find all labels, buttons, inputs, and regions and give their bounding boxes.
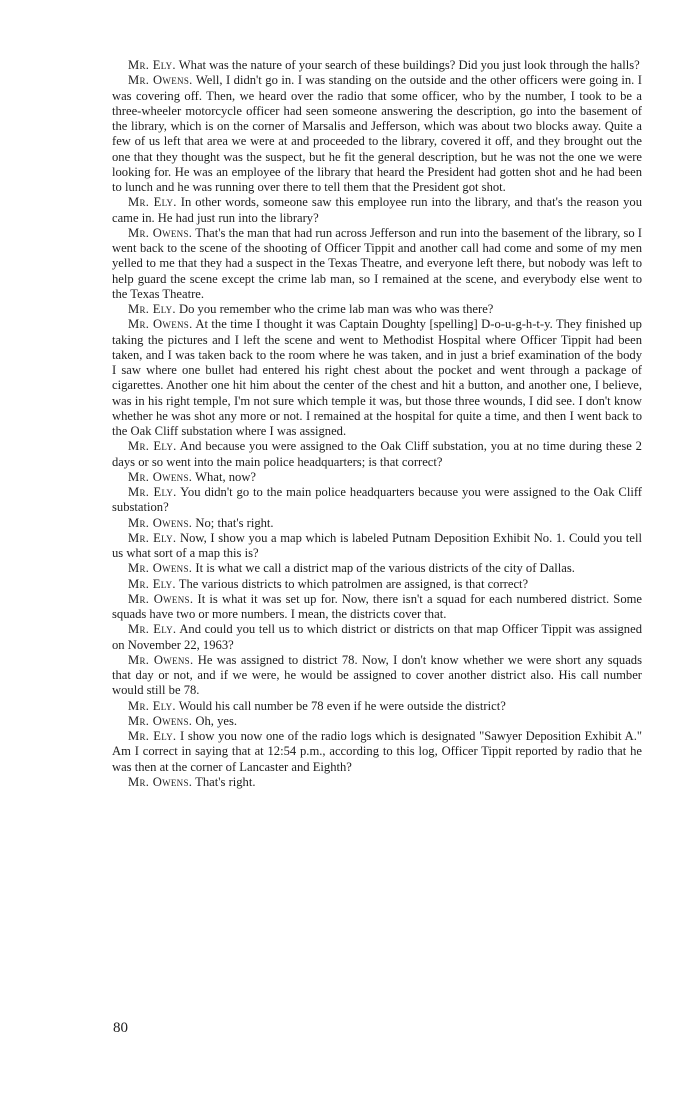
testimony-text: It is what we call a district map of the various districts of the city of Dallas.: [195, 561, 575, 576]
testimony-paragraph: [112, 699, 642, 714]
speaker-name: Mr. Owens.: [128, 515, 193, 530]
speaker-name: Mr. Owens.: [128, 469, 193, 484]
testimony-text: The various districts to which patrolmen are assigned, is that correct?: [178, 576, 529, 591]
testimony-text: Oh, yes.: [195, 713, 238, 728]
testimony-paragraph: [112, 729, 642, 775]
speaker-name: Mr. Owens.: [128, 774, 193, 789]
speaker-name: Mr. Ely.: [128, 530, 177, 545]
testimony-paragraph: [112, 622, 642, 653]
testimony-paragraph: [112, 195, 642, 226]
testimony-text: You didn't go to the main police headquarters because you were assigned to the Oak Cliff substation?: [112, 485, 642, 515]
testimony-paragraph: [112, 485, 642, 516]
testimony-paragraph: [112, 531, 642, 562]
speaker-name: Mr. Owens.: [128, 713, 193, 728]
testimony-text: Do you remember who the crime lab man was who was there?: [179, 302, 494, 316]
testimony-text: It is what it was set up for. Now, there isn't a squad for each numbered district. Some squads have two or more numbers. I mean, the districts cover that.: [112, 591, 642, 621]
speaker-name: Mr. Owens.: [128, 591, 194, 606]
speaker-name: Mr. Owens.: [128, 73, 193, 88]
transcript-page: [112, 58, 642, 790]
testimony-paragraph: [112, 58, 642, 73]
testimony-text: And because you were assigned to the Oak Cliff substation, you at no time during these 2 days or so went into the main police headquarters; is that correct?: [112, 439, 642, 469]
testimony-text: Now, I show you a map which is labeled Putnam Deposition Exhibit No. 1. Could you tell us what sort of a map this is?: [112, 530, 642, 560]
testimony-text: At the time I thought it was Captain Doughty [spelling] D-o-u-g-h-t-y. They finished up taking the pictures and I left the scene and went to Methodist Hospital where Officer Tippit had been taken, and I was taken back to the room where he was taken, and in just a brief examination of the body I saw where one bullet had entered his right chest about the pocket and went through a package of cigarettes. Another one hit him about the center of the chest and hit a button, and another one, I believe, was in his right temple, I'm not sure which temple it was, but those three wounds, I did see. I don't know whether he was shot any more or not. I remained at the hospital for quite a time, and then I went back to the Oak Cliff substation where I was assigned.: [112, 317, 642, 438]
testimony-paragraph: [112, 592, 642, 623]
speaker-name: Mr. Owens.: [128, 225, 193, 240]
speaker-name: Mr. Ely.: [128, 302, 176, 316]
testimony-paragraph: [112, 653, 642, 699]
testimony-paragraph: [112, 775, 642, 790]
testimony-text: That's the man that had run across Jefferson and run into the basement of the library, so I went back to the scene of the shooting of Officer Tippit and another call had come and some of my men yelled to me that they had a suspect in the Texas Theatre, and everyone left there, but nobody was left to help guard the scene except the crime lab man, so I remained at the scene, and everybody else went to the Texas Theatre.: [112, 225, 642, 301]
testimony-text: And could you tell us to which district or districts on that map Officer Tippit was assigned on November 22, 1963?: [112, 622, 642, 652]
testimony-paragraph: [112, 561, 642, 576]
speaker-name: Mr. Ely.: [128, 195, 177, 210]
testimony-text: I show you now one of the radio logs which is designated "Sawyer Deposition Exhibit A." Am I correct in saying that at 12:54 p.m., according to this log, Officer Tippit reported by radio that he was then at the corner of Lancaster and Eighth?: [112, 729, 642, 774]
testimony-text: Well, I didn't go in. I was standing on the outside and the other officers were going in. I was covering off. Then, we heard over the radio that some officer, who by the number, I took to be a three-wheeler motorcycle officer had seen someone answering the description, go into the basement of the library, which is on the corner of Marsalis and Jefferson, which was about two blocks away. Quite a few of us left that area we were at and proceeded to the library, covered it off, and they brought out the one that they thought was the suspect, but he fit the general description, but he was not the one we were looking for. He was an employee of the library that heard the President had gotten shot and he had been to lunch and he was running over there to tell them that the President got shot.: [112, 73, 642, 194]
testimony-paragraph: [112, 302, 642, 317]
speaker-name: Mr. Ely.: [128, 622, 177, 637]
speaker-name: Mr. Owens.: [128, 652, 194, 667]
testimony-text: That's right.: [195, 774, 256, 789]
testimony-text: Would his call number be 78 even if he were outside the district?: [178, 698, 506, 713]
testimony-paragraph: [112, 516, 642, 531]
testimony-paragraph: [112, 439, 642, 470]
speaker-name: Mr. Owens.: [128, 561, 193, 576]
testimony-paragraph: [112, 714, 642, 729]
testimony-text: No; that's right.: [195, 515, 274, 530]
testimony-text: In other words, someone saw this employee run into the library, and that's the reason you came in. He had just run into the library?: [112, 195, 642, 225]
testimony-paragraph: [112, 226, 642, 302]
testimony-text: What, now?: [195, 469, 257, 484]
speaker-name: Mr. Ely.: [128, 58, 176, 72]
testimony-paragraph: [112, 317, 642, 439]
testimony-paragraph: [112, 470, 642, 485]
testimony-text: What was the nature of your search of these buildings? Did you just look through the halls?: [178, 58, 640, 72]
speaker-name: Mr. Ely.: [128, 729, 177, 743]
testimony-paragraph: [112, 73, 642, 195]
page-number: 80: [113, 1020, 128, 1036]
speaker-name: Mr. Ely.: [128, 439, 177, 454]
testimony-paragraph: [112, 577, 642, 592]
speaker-name: Mr. Ely.: [128, 576, 176, 591]
speaker-name: Mr. Owens.: [128, 317, 193, 332]
speaker-name: Mr. Ely.: [128, 485, 177, 499]
speaker-name: Mr. Ely.: [128, 698, 176, 713]
testimony-text: He was assigned to district 78. Now, I don't know whether we were short any squads that day or not, and if we were, he would be assigned to cover another district also. His call number would still be 78.: [112, 652, 642, 698]
